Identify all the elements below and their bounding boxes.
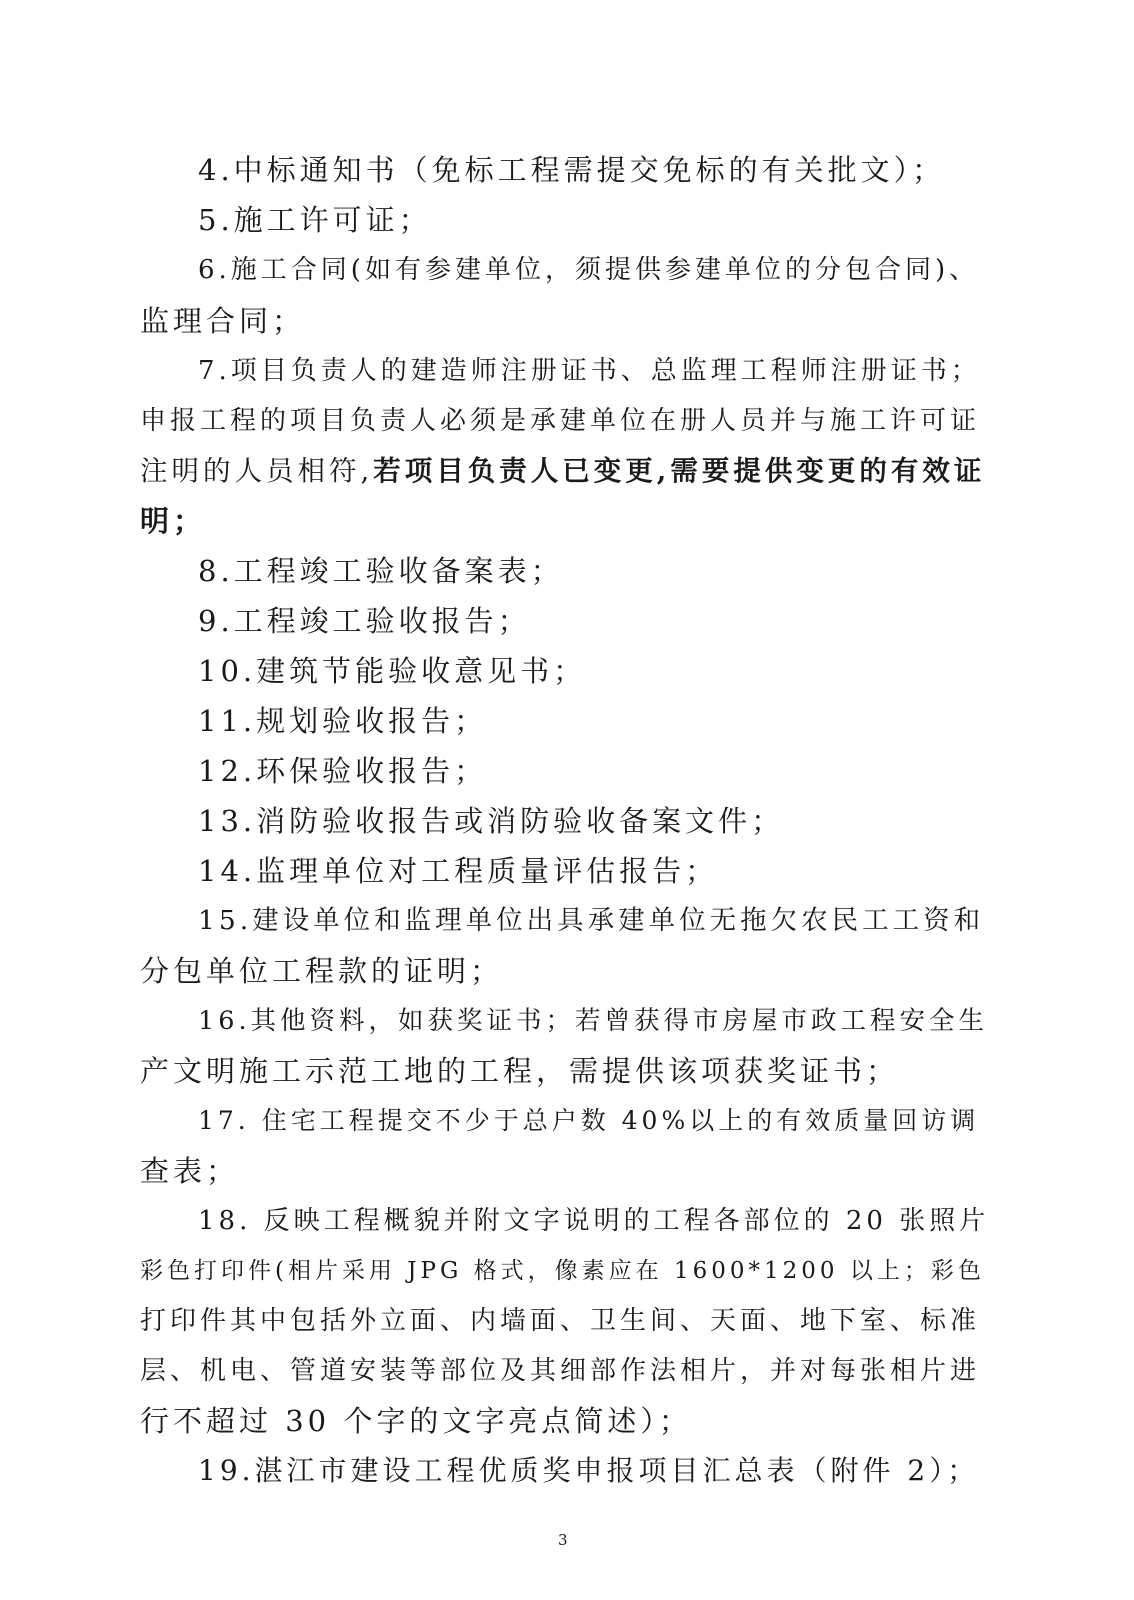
- item-18-line-1: 18. 反映工程概貌并附文字说明的工程各部位的 20 张照片: [198, 1206, 990, 1236]
- item-18-line-4: 层、机电、管道安装等部位及其细部作法相片，并对每张相片进: [140, 1356, 981, 1386]
- item-17-line-1: 17. 住宅工程提交不少于总户数 40%以上的有效质量回访调: [198, 1106, 980, 1135]
- item-12: 12.环保验收报告；: [198, 754, 488, 788]
- item-6-line-2: 监理合同；: [140, 304, 306, 338]
- item-18-line-2: 彩色打印件(相片采用 JPG 格式，像素应在 1600*1200 以上；彩色: [140, 1258, 985, 1284]
- item-7-line-1: 7.项目负责人的建造师注册证书、总监理工程师注册证书；: [198, 356, 981, 386]
- item-7-plain-text: 注明的人员相符,: [140, 455, 374, 487]
- item-14: 14.监理单位对工程质量评估报告；: [198, 854, 719, 888]
- item-11: 11.规划验收报告；: [198, 704, 488, 738]
- item-7-line-2: 申报工程的项目负责人必须是承建单位在册人员并与施工许可证: [140, 406, 981, 436]
- item-18-line-3: 打印件其中包括外立面、内墙面、卫生间、天面、地下室、标准: [140, 1306, 981, 1336]
- item-15-line-1: 15.建设单位和监理单位出具承建单位无拖欠农民工工资和: [198, 905, 985, 936]
- item-10: 10.建筑节能验收意见书；: [198, 654, 587, 688]
- item-6-line-1: 6.施工合同(如有参建单位，须提供参建单位的分包合同)、: [198, 255, 980, 285]
- page-number: 3: [558, 1531, 568, 1549]
- item-13: 13.消防验收报告或消防验收备案文件；: [198, 804, 785, 838]
- item-16-line-1: 16.其他资料，如获奖证书；若曾获得市房屋市政工程安全生: [198, 1006, 989, 1036]
- item-7-line-4: 明；: [140, 504, 207, 538]
- item-4: 4.中标通知书（免标工程需提交免标的有关批文）；: [198, 153, 946, 187]
- item-5: 5.施工许可证；: [198, 203, 432, 237]
- item-8: 8.工程竣工验收备案表；: [198, 554, 564, 588]
- item-7-bold-text: 若项目负责人已变更,需要提供变更的有效证: [373, 455, 986, 487]
- item-9: 9.工程竣工验收报告；: [198, 604, 531, 638]
- item-7-line-3: [140, 451, 985, 491]
- item-18-line-5: 行不超过 30 个字的文字亮点简述）；: [140, 1404, 692, 1438]
- item-17-line-2: 查表；: [140, 1154, 240, 1188]
- item-16-line-2: 产文明施工示范工地的工程，需提供该项获奖证书；: [140, 1054, 900, 1088]
- item-19: 19.湛江市建设工程优质奖申报项目汇总表（附件 2）；: [198, 1454, 980, 1487]
- item-15-line-2: 分包单位工程款的证明；: [140, 954, 504, 988]
